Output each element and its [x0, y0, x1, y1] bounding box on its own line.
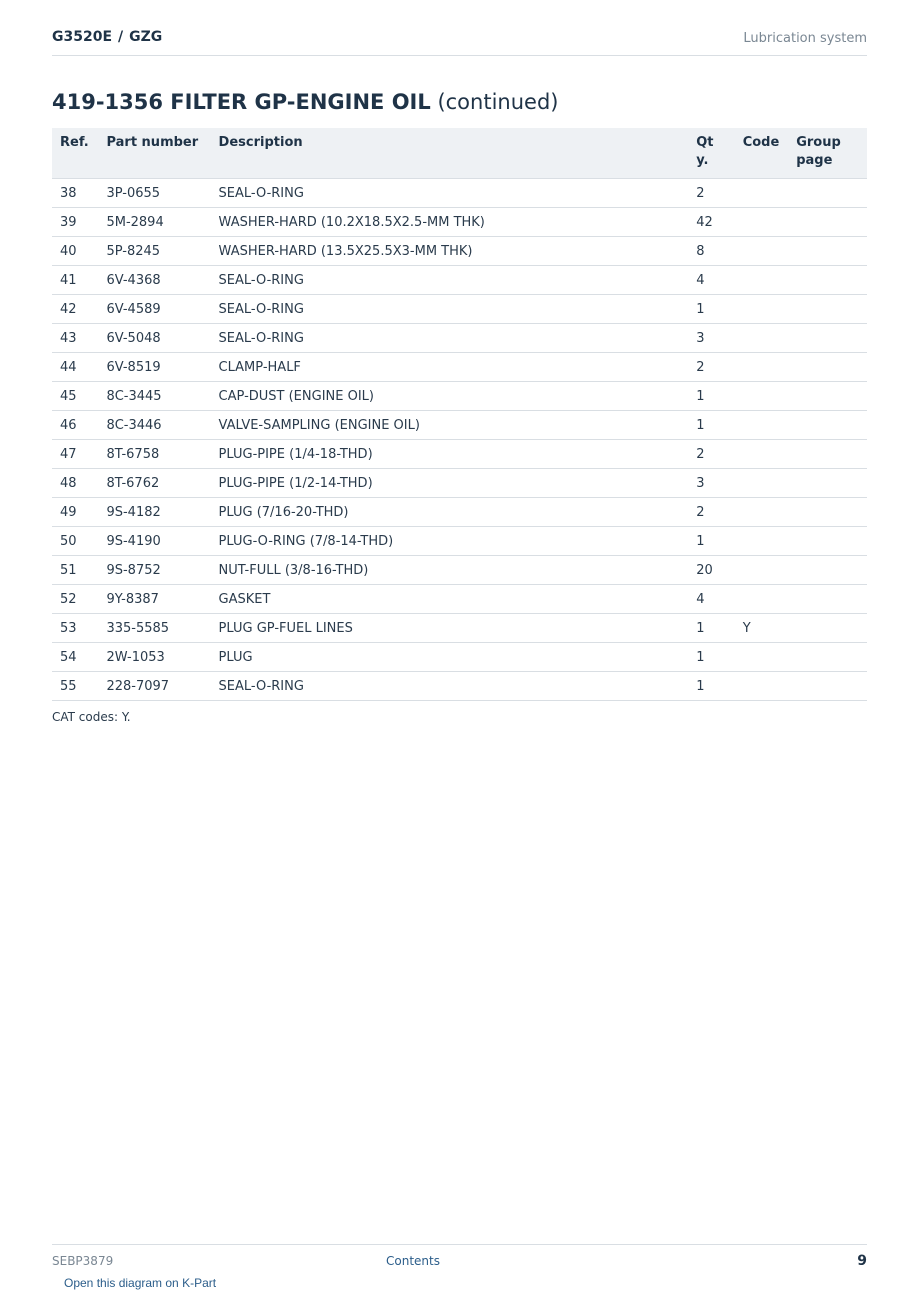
cell-code — [735, 469, 789, 498]
cell-group-page — [788, 266, 867, 295]
qty-header-label: Qty. — [696, 135, 714, 168]
model-separator: / — [118, 29, 124, 45]
cell-group-page — [788, 556, 867, 585]
cell-group-page — [788, 643, 867, 672]
open-kpart-diagram-link[interactable]: Open this diagram on K-Part — [64, 1276, 217, 1290]
cell-group-page — [788, 614, 867, 643]
cell-description: WASHER-HARD (10.2X18.5X2.5-MM THK) — [211, 208, 689, 237]
cell-code — [735, 266, 789, 295]
cell-description: PLUG-PIPE (1/2-14-THD) — [211, 469, 689, 498]
cell-qty: 2 — [688, 440, 734, 469]
cell-description: CAP-DUST (ENGINE OIL) — [211, 382, 689, 411]
cell-qty: 1 — [688, 614, 734, 643]
cell-group-page — [788, 324, 867, 353]
cell-ref: 45 — [52, 382, 98, 411]
cell-part-number: 6V-8519 — [98, 353, 210, 382]
cell-code — [735, 295, 789, 324]
cell-qty: 1 — [688, 295, 734, 324]
cell-part-number: 8T-6758 — [98, 440, 210, 469]
title-suffix: (continued) — [437, 90, 559, 114]
document-id: SEBP3879 — [52, 1254, 114, 1268]
part-group-title: 419-1356 FILTER GP-ENGINE OIL — [52, 90, 431, 114]
cell-group-page — [788, 672, 867, 701]
cell-description: VALVE-SAMPLING (ENGINE OIL) — [211, 411, 689, 440]
column-header-group-page: Group page — [788, 128, 867, 179]
page-number: 9 — [857, 1253, 867, 1269]
model-name: G3520E — [52, 29, 113, 45]
cell-description: SEAL-O-RING — [211, 266, 689, 295]
cell-description: PLUG GP-FUEL LINES — [211, 614, 689, 643]
cell-ref: 47 — [52, 440, 98, 469]
cell-ref: 52 — [52, 585, 98, 614]
table-row — [52, 527, 867, 556]
engine-model — [52, 29, 162, 45]
table-row — [52, 353, 867, 382]
cell-qty: 2 — [688, 179, 734, 208]
cell-group-page — [788, 295, 867, 324]
cell-ref: 51 — [52, 556, 98, 585]
cell-qty: 1 — [688, 643, 734, 672]
table-row — [52, 179, 867, 208]
table-row — [52, 614, 867, 643]
table-row — [52, 295, 867, 324]
cell-code — [735, 585, 789, 614]
cat-codes-note: CAT codes: Y. — [52, 710, 131, 724]
cell-ref: 44 — [52, 353, 98, 382]
cell-group-page — [788, 527, 867, 556]
cell-ref: 48 — [52, 469, 98, 498]
cell-code — [735, 208, 789, 237]
cell-qty: 2 — [688, 353, 734, 382]
serial-prefix: GZG — [129, 29, 163, 45]
cell-group-page — [788, 179, 867, 208]
cell-description: SEAL-O-RING — [211, 179, 689, 208]
cell-part-number: 9S-4190 — [98, 527, 210, 556]
cell-qty: 1 — [688, 672, 734, 701]
table-row — [52, 266, 867, 295]
cell-description: SEAL-O-RING — [211, 295, 689, 324]
cell-code — [735, 382, 789, 411]
table-row — [52, 498, 867, 527]
parts-table-body — [52, 179, 867, 701]
table-row — [52, 672, 867, 701]
cell-ref: 43 — [52, 324, 98, 353]
cell-ref: 54 — [52, 643, 98, 672]
cell-ref: 55 — [52, 672, 98, 701]
cell-description: GASKET — [211, 585, 689, 614]
cell-code — [735, 353, 789, 382]
cell-description: SEAL-O-RING — [211, 672, 689, 701]
table-row — [52, 411, 867, 440]
cell-part-number: 8C-3446 — [98, 411, 210, 440]
cell-part-number: 9Y-8387 — [98, 585, 210, 614]
cell-code — [735, 179, 789, 208]
cell-description: PLUG-O-RING (7/8-14-THD) — [211, 527, 689, 556]
cell-part-number: 228-7097 — [98, 672, 210, 701]
cell-code: Y — [735, 614, 789, 643]
cell-qty: 1 — [688, 411, 734, 440]
cell-qty: 2 — [688, 498, 734, 527]
table-row — [52, 469, 867, 498]
cell-qty: 3 — [688, 324, 734, 353]
column-header-description: Description — [211, 128, 689, 179]
cell-group-page — [788, 382, 867, 411]
cell-code — [735, 440, 789, 469]
cell-part-number: 8C-3445 — [98, 382, 210, 411]
table-row — [52, 440, 867, 469]
column-header-ref: Ref. — [52, 128, 98, 179]
table-row — [52, 585, 867, 614]
cell-code — [735, 556, 789, 585]
column-header-qty — [688, 128, 734, 179]
table-row — [52, 208, 867, 237]
table-header-row — [52, 128, 867, 179]
cell-part-number: 6V-4368 — [98, 266, 210, 295]
cell-description: NUT-FULL (3/8-16-THD) — [211, 556, 689, 585]
table-row — [52, 382, 867, 411]
cell-description: PLUG — [211, 643, 689, 672]
parts-table — [52, 128, 867, 701]
cell-part-number: 9S-8752 — [98, 556, 210, 585]
cell-qty: 1 — [688, 382, 734, 411]
cell-description: PLUG (7/16-20-THD) — [211, 498, 689, 527]
cell-ref: 49 — [52, 498, 98, 527]
cell-part-number: 5P-8245 — [98, 237, 210, 266]
cell-code — [735, 672, 789, 701]
page-title — [52, 90, 558, 114]
section-name: Lubrication system — [743, 31, 867, 46]
cell-qty: 1 — [688, 527, 734, 556]
table-row — [52, 556, 867, 585]
cell-ref: 50 — [52, 527, 98, 556]
cell-qty: 20 — [688, 556, 734, 585]
cell-ref: 42 — [52, 295, 98, 324]
cell-qty: 3 — [688, 469, 734, 498]
cell-part-number: 9S-4182 — [98, 498, 210, 527]
cell-group-page — [788, 585, 867, 614]
column-header-part-number: Part number — [98, 128, 210, 179]
page-footer — [52, 1244, 867, 1271]
cell-part-number: 6V-4589 — [98, 295, 210, 324]
cell-group-page — [788, 440, 867, 469]
cell-group-page — [788, 411, 867, 440]
cell-group-page — [788, 469, 867, 498]
cell-ref: 46 — [52, 411, 98, 440]
table-row — [52, 324, 867, 353]
cell-description: WASHER-HARD (13.5X25.5X3-MM THK) — [211, 237, 689, 266]
cell-code — [735, 324, 789, 353]
cell-group-page — [788, 498, 867, 527]
cell-part-number: 5M-2894 — [98, 208, 210, 237]
cell-group-page — [788, 353, 867, 382]
cell-qty: 4 — [688, 266, 734, 295]
cell-qty: 8 — [688, 237, 734, 266]
page-header — [52, 28, 867, 56]
cell-group-page — [788, 237, 867, 266]
cell-part-number: 6V-5048 — [98, 324, 210, 353]
cell-code — [735, 527, 789, 556]
cell-ref: 40 — [52, 237, 98, 266]
cell-description: CLAMP-HALF — [211, 353, 689, 382]
cell-code — [735, 643, 789, 672]
cell-qty: 42 — [688, 208, 734, 237]
table-row — [52, 643, 867, 672]
cell-code — [735, 498, 789, 527]
cell-part-number: 2W-1053 — [98, 643, 210, 672]
cell-ref: 38 — [52, 179, 98, 208]
cell-ref: 41 — [52, 266, 98, 295]
cell-code — [735, 411, 789, 440]
cell-description: SEAL-O-RING — [211, 324, 689, 353]
cell-code — [735, 237, 789, 266]
cell-part-number: 335-5585 — [98, 614, 210, 643]
column-header-code: Code — [735, 128, 789, 179]
contents-link[interactable]: Contents — [386, 1254, 440, 1268]
cell-qty: 4 — [688, 585, 734, 614]
cell-ref: 53 — [52, 614, 98, 643]
cell-description: PLUG-PIPE (1/4-18-THD) — [211, 440, 689, 469]
cell-group-page — [788, 208, 867, 237]
cell-part-number: 3P-0655 — [98, 179, 210, 208]
table-row — [52, 237, 867, 266]
cell-part-number: 8T-6762 — [98, 469, 210, 498]
cell-ref: 39 — [52, 208, 98, 237]
